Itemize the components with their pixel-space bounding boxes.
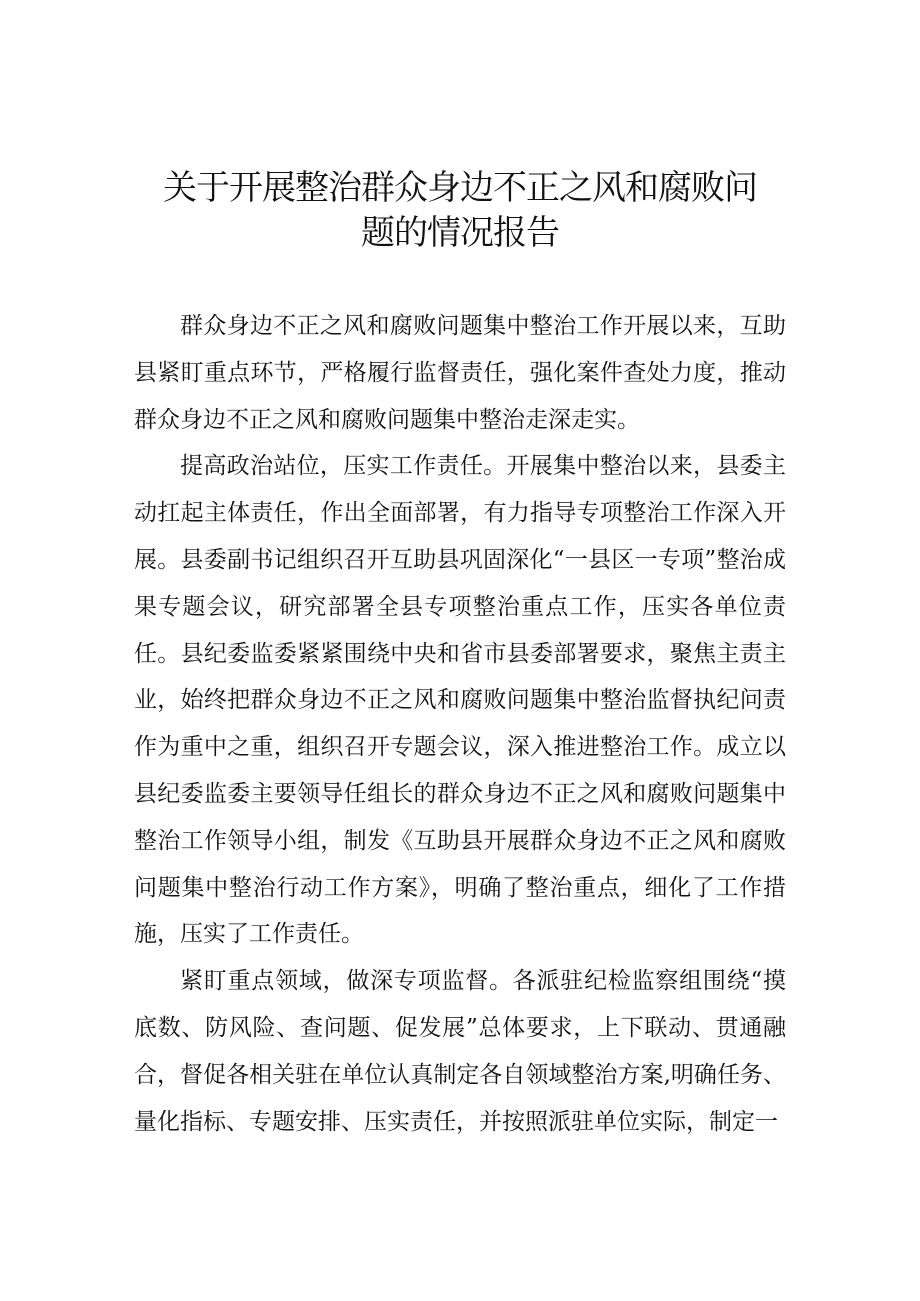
paragraph-special-supervision: 紧盯重点领域，做深专项监督。各派驻纪检监察组围绕“摸底数、防风险、查问题、促发展”总体要求，上下联动、贯通融合，督促各相关驻在单位认真制定各自领域整治方案,明确任务、量化指标、专题安排、压实责任，并按照派驻单位实际，制定一 bbox=[134, 968, 786, 1135]
paragraph-intro: 群众身边不正之风和腐败问题集中整治工作开展以来，互助县紧盯重点环节，严格履行监督责任，强化案件查处力度，推动群众身边不正之风和腐败问题集中整治走深走实。 bbox=[134, 313, 786, 433]
document-body bbox=[134, 303, 786, 1145]
title-line-1: 关于开展整治群众身边不正之风和腐败问 bbox=[163, 168, 757, 208]
document-title bbox=[150, 166, 770, 256]
title-line-2: 题的情况报告 bbox=[361, 213, 559, 253]
paragraph-political-stance: 提高政治站位，压实工作责任。开展集中整治以来，县委主动扛起主体责任，作出全面部署，有力指导专项整治工作深入开展。县委副书记组织召开互助县巩固深化“一县区一专项”整治成果专题会议，研究部署全县专项整治重点工作，压实各单位责任。县纪委监委紧紧围绕中央和省市县委部署要求，聚焦主责主业，始终把群众身边不正之风和腐败问题集中整治监督执纪问责作为重中之重，组织召开专题会议，深入推进整治工作。成立以县纪委监委主要领导任组长的群众身边不正之风和腐败问题集中整治工作领导小组，制发《互助县开展群众身边不正之风和腐败问题集中整治行动工作方案》，明确了整治重点，细化了工作措施，压实了工作责任。 bbox=[134, 453, 786, 948]
